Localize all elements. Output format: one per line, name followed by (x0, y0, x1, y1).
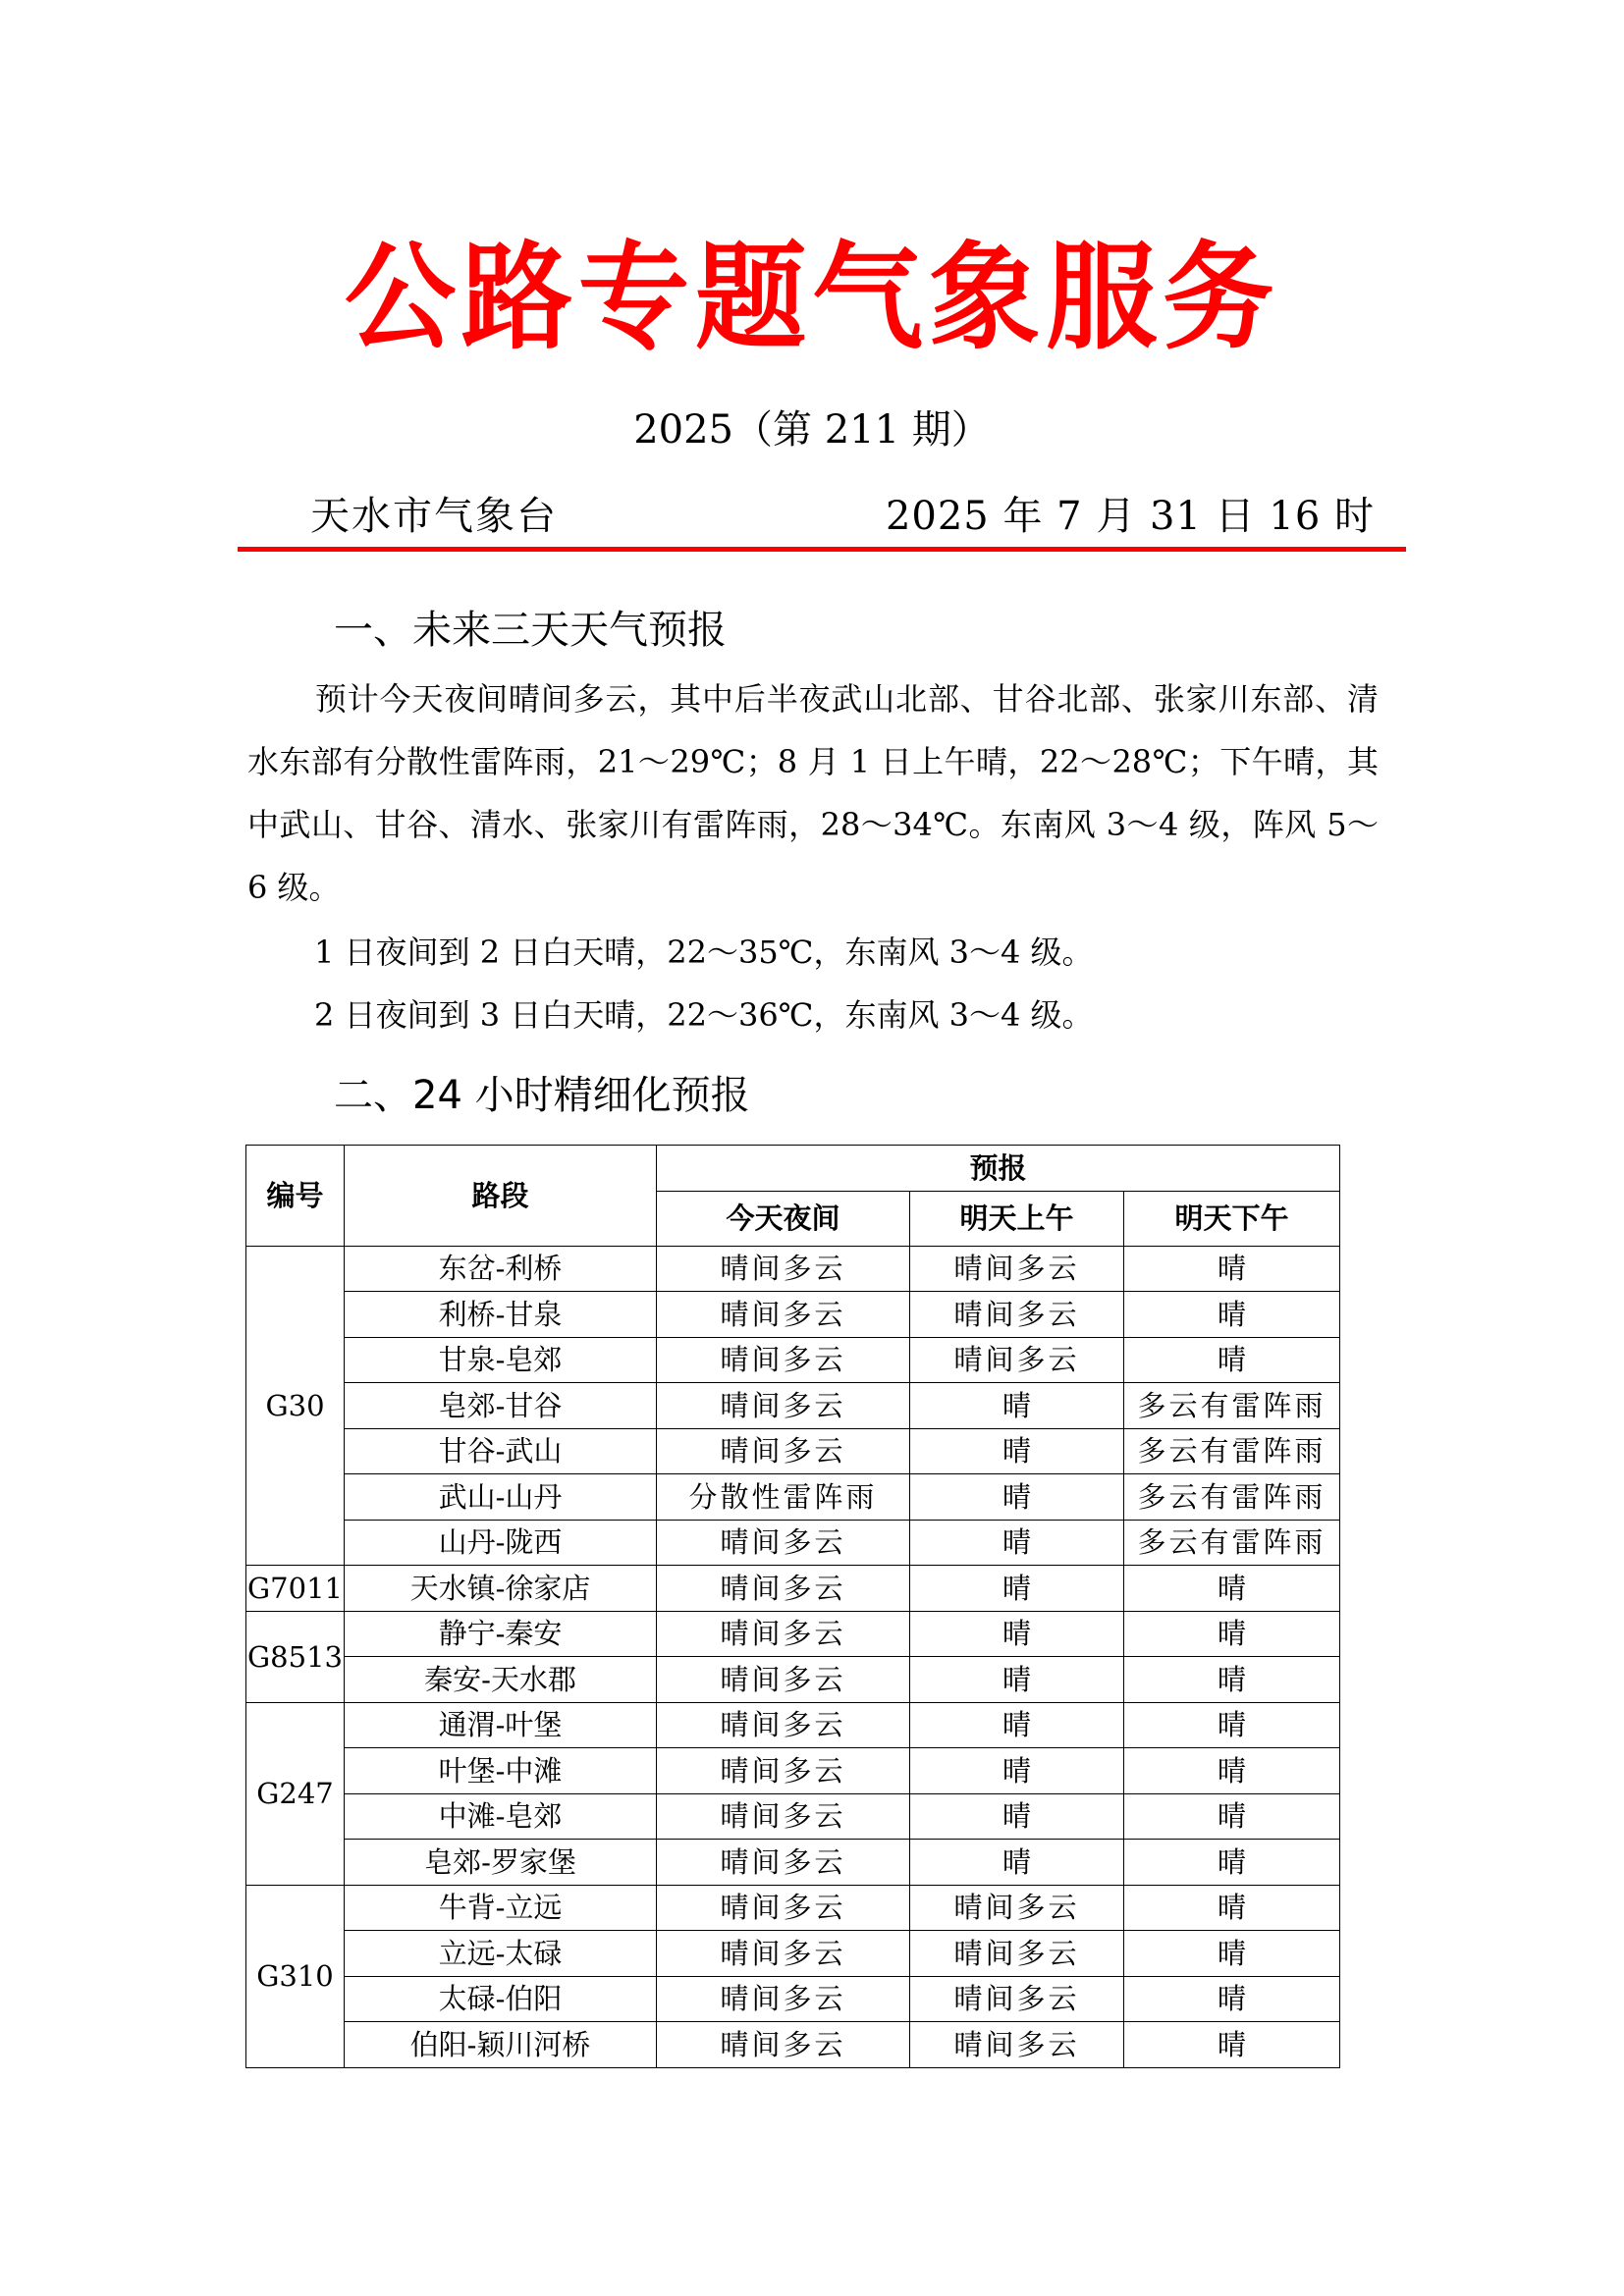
road-section: 牛背-立远 (345, 1885, 657, 1931)
forecast-tonight: 晴间多云 (657, 1702, 910, 1748)
table-row (246, 1657, 1340, 1703)
forecast-afternoon: 晴 (1124, 1337, 1340, 1383)
table-row (246, 1793, 1340, 1840)
road-id: G8513 (246, 1611, 345, 1702)
road-id: G310 (246, 1885, 345, 2067)
forecast-tonight: 晴间多云 (657, 1520, 910, 1566)
road-section: 东岔-利桥 (345, 1246, 657, 1292)
issue-date: 2025 年 7 月 31 日 16 时 (885, 494, 1375, 539)
col-header-tonight: 今天夜间 (657, 1191, 910, 1246)
road-section: 甘谷-武山 (345, 1428, 657, 1474)
col-header-morning: 明天上午 (910, 1191, 1124, 1246)
forecast-afternoon: 晴 (1124, 1793, 1340, 1840)
forecast-morning: 晴间多云 (910, 1292, 1124, 1338)
issue-number: 2025（第 211 期） (633, 407, 991, 453)
forecast-morning: 晴 (910, 1840, 1124, 1886)
road-section: 立远-太碌 (345, 1931, 657, 1977)
road-section: 利桥-甘泉 (345, 1292, 657, 1338)
header-divider (238, 547, 1406, 552)
road-section: 静宁-秦安 (345, 1611, 657, 1657)
section1-heading: 一、未来三天天气预报 (334, 608, 727, 653)
document-title: 公路专题气象服务 (344, 230, 1280, 365)
road-section: 通渭-叶堡 (345, 1702, 657, 1748)
forecast-afternoon: 晴 (1124, 1292, 1340, 1338)
forecast-afternoon: 晴 (1124, 1657, 1340, 1703)
forecast-morning: 晴间多云 (910, 1885, 1124, 1931)
forecast-morning: 晴间多云 (910, 2022, 1124, 2068)
road-section: 皂郊-罗家堡 (345, 1840, 657, 1886)
forecast-afternoon: 晴 (1124, 1611, 1340, 1657)
road-id: G247 (246, 1702, 345, 1885)
forecast-morning: 晴 (910, 1474, 1124, 1521)
forecast-table (245, 1145, 1340, 2068)
forecast-morning: 晴间多云 (910, 1337, 1124, 1383)
table-row (246, 1566, 1340, 1612)
col-header-forecast: 预报 (657, 1146, 1340, 1192)
forecast-afternoon: 晴 (1124, 1976, 1340, 2022)
forecast-tonight: 晴间多云 (657, 1885, 910, 1931)
forecast-paragraph-2: 1 日夜间到 2 日白天晴，22～35℃，东南风 3～4 级。 (314, 934, 1094, 971)
table-row (246, 1931, 1340, 1977)
forecast-morning: 晴 (910, 1793, 1124, 1840)
forecast-afternoon: 晴 (1124, 1840, 1340, 1886)
table-row (246, 1246, 1340, 1292)
forecast-paragraph-1: 预计今天夜间晴间多云，其中后半夜武山北部、甘谷北部、张家川东部、清水东部有分散性雷阵雨，21～29℃；8 月 1 日上午晴，22～28℃；下午晴，其中武山、甘谷、清水、张家川有雷阵雨，28～34℃。东南风 3～4 级，阵风 5～6 级。 (247, 680, 1379, 906)
table-row (246, 1885, 1340, 1931)
issuing-organization: 天水市气象台 (310, 494, 558, 539)
forecast-morning: 晴间多云 (910, 1246, 1124, 1292)
road-section: 叶堡-中滩 (345, 1748, 657, 1794)
forecast-paragraph-3: 2 日夜间到 3 日白天晴，22～36℃，东南风 3～4 级。 (314, 996, 1094, 1034)
forecast-tonight: 晴间多云 (657, 1793, 910, 1840)
forecast-morning: 晴 (910, 1428, 1124, 1474)
table-row (246, 1611, 1340, 1657)
forecast-morning: 晴 (910, 1702, 1124, 1748)
forecast-morning: 晴间多云 (910, 1976, 1124, 2022)
forecast-tonight: 晴间多云 (657, 1566, 910, 1612)
table-row (246, 2022, 1340, 2068)
forecast-morning: 晴 (910, 1657, 1124, 1703)
forecast-tonight: 晴间多云 (657, 1657, 910, 1703)
forecast-tonight: 晴间多云 (657, 1246, 910, 1292)
forecast-afternoon: 晴 (1124, 1885, 1340, 1931)
forecast-morning: 晴 (910, 1520, 1124, 1566)
table-row (246, 1292, 1340, 1338)
road-section: 伯阳-颖川河桥 (345, 2022, 657, 2068)
forecast-afternoon: 晴 (1124, 1748, 1340, 1794)
forecast-tonight: 晴间多云 (657, 2022, 910, 2068)
road-section: 皂郊-甘谷 (345, 1383, 657, 1429)
forecast-morning: 晴间多云 (910, 1931, 1124, 1977)
forecast-afternoon: 晴 (1124, 1702, 1340, 1748)
section2-heading: 二、24 小时精细化预报 (334, 1073, 750, 1118)
col-header-section: 路段 (345, 1146, 657, 1247)
forecast-tonight: 晴间多云 (657, 1931, 910, 1977)
road-section: 太碌-伯阳 (345, 1976, 657, 2022)
forecast-afternoon: 多云有雷阵雨 (1124, 1428, 1340, 1474)
forecast-afternoon: 晴 (1124, 2022, 1340, 2068)
road-section: 天水镇-徐家店 (345, 1566, 657, 1612)
forecast-tonight: 晴间多云 (657, 1383, 910, 1429)
forecast-afternoon: 多云有雷阵雨 (1124, 1520, 1340, 1566)
table-row (246, 1840, 1340, 1886)
table-row (246, 1383, 1340, 1429)
forecast-tonight: 晴间多云 (657, 1428, 910, 1474)
table-row (246, 1428, 1340, 1474)
table-row (246, 1702, 1340, 1748)
road-section: 甘泉-皂郊 (345, 1337, 657, 1383)
forecast-afternoon: 晴 (1124, 1931, 1340, 1977)
forecast-afternoon: 晴 (1124, 1246, 1340, 1292)
road-id: G7011 (246, 1566, 345, 1612)
table-row (246, 1520, 1340, 1566)
road-section: 山丹-陇西 (345, 1520, 657, 1566)
col-header-id: 编号 (246, 1146, 345, 1247)
forecast-afternoon: 多云有雷阵雨 (1124, 1474, 1340, 1521)
table-row (246, 1976, 1340, 2022)
forecast-table-body (246, 1246, 1340, 2067)
forecast-tonight: 晴间多云 (657, 1840, 910, 1886)
table-row (246, 1474, 1340, 1521)
forecast-tonight: 晴间多云 (657, 1337, 910, 1383)
forecast-morning: 晴 (910, 1383, 1124, 1429)
road-section: 秦安-天水郡 (345, 1657, 657, 1703)
forecast-tonight: 晴间多云 (657, 1976, 910, 2022)
forecast-tonight: 晴间多云 (657, 1292, 910, 1338)
forecast-morning: 晴 (910, 1566, 1124, 1612)
road-section: 武山-山丹 (345, 1474, 657, 1521)
forecast-tonight: 晴间多云 (657, 1611, 910, 1657)
road-id: G30 (246, 1246, 345, 1566)
forecast-morning: 晴 (910, 1611, 1124, 1657)
forecast-tonight: 分散性雷阵雨 (657, 1474, 910, 1521)
col-header-afternoon: 明天下午 (1124, 1191, 1340, 1246)
road-section: 中滩-皂郊 (345, 1793, 657, 1840)
forecast-afternoon: 晴 (1124, 1566, 1340, 1612)
forecast-morning: 晴 (910, 1748, 1124, 1794)
forecast-tonight: 晴间多云 (657, 1748, 910, 1794)
table-row (246, 1337, 1340, 1383)
table-row (246, 1748, 1340, 1794)
forecast-afternoon: 多云有雷阵雨 (1124, 1383, 1340, 1429)
